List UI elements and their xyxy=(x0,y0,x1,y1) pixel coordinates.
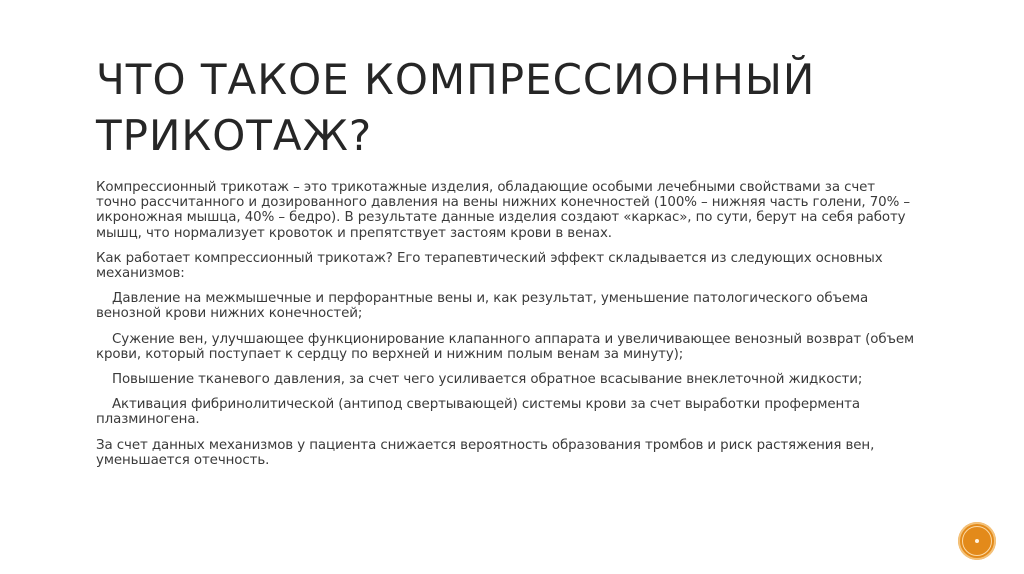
orange-circle-icon xyxy=(958,522,996,560)
badge-ring xyxy=(962,526,992,556)
slide-body xyxy=(96,180,916,478)
title-line-1: ЧТО ТАКОЕ КОМПРЕССИОННЫЙ xyxy=(96,55,816,104)
mechanism-item: Сужение вен, улучшающее функционирование клапанного аппарата и увеличивающее венозный возврат (объем крови, который поступает к сердцу по верхней и нижним полым венам за минуту); xyxy=(96,331,915,362)
paragraph-definition: Компрессионный трикотаж – это трикотажные изделия, обладающие особыми лечебными свойствами за счет точно рассчитанного и дозированного давления на вены нижних конечностей (100% – нижняя часть голени, 70% – икроножная мышца, 40% – бедро). В результате данные изделия создают «каркас», по сути, берут на себя работу мышц, что нормализует кровоток и препятствует застоям крови в венах. xyxy=(96,180,910,241)
paragraph-question: Как работает компрессионный трикотаж? Его терапевтический эффект складывается из следующих основных механизмов: xyxy=(96,250,883,282)
mechanism-item: Активация фибринолитической (антипод свертывающей) системы крови за счет выработки профермента плазминогена. xyxy=(96,397,860,428)
paragraph-conclusion: За счет данных механизмов у пациента снижается вероятность образования тромбов и риск растяжения вен, уменьшается отечность. xyxy=(96,437,875,468)
mechanism-item: Давление на межмышечные и перфорантные вены и, как результат, уменьшение патологического объема венозной крови нижних конечностей; xyxy=(96,291,869,322)
slide-title xyxy=(96,52,916,164)
badge-dot xyxy=(975,539,979,543)
title-line-2: ТРИКОТАЖ? xyxy=(96,111,373,160)
mechanism-item: Повышение тканевого давления, за счет чего усиливается обратное всасывание внеклеточной жидкости; xyxy=(112,372,863,388)
